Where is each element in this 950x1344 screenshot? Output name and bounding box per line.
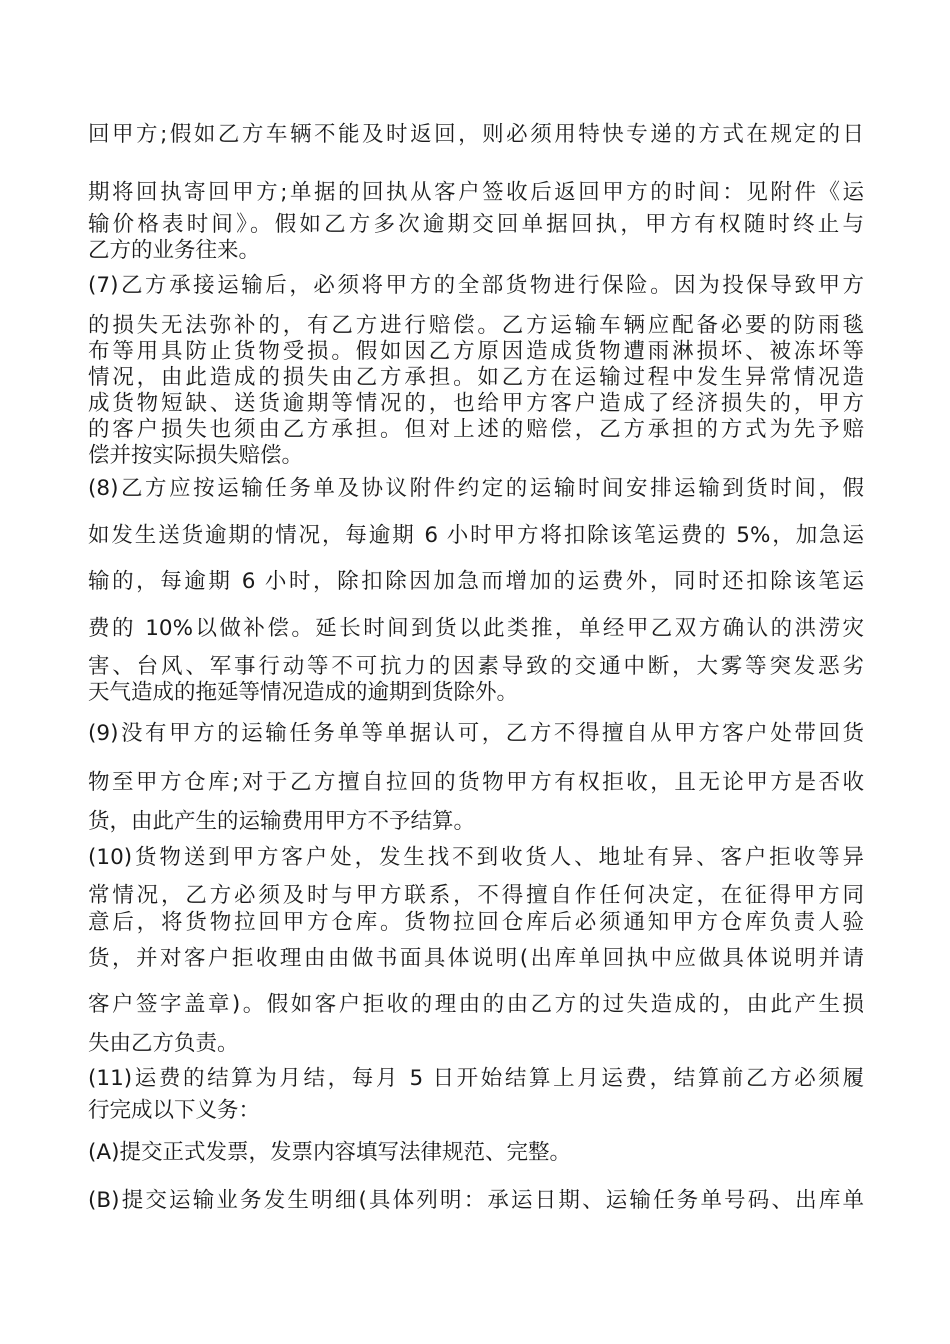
text-line: 偿并按实际损失赔偿。	[88, 443, 304, 468]
text-line: 期将回执寄回甲方;单据的回执从客户签收后返回甲方的时间：见附件《运	[88, 180, 864, 205]
text-line: 客户签字盖章)。假如客户拒收的理由的由乙方的过失造成的，由此产生损	[88, 992, 864, 1017]
text-line: 货，由此产生的运输费用甲方不予结算。	[88, 809, 476, 834]
text-line: (7)乙方承接运输后，必须将甲方的全部货物进行保险。因为投保导致甲方	[88, 273, 864, 298]
text-line: 的客户损失也须由乙方承担。但对上述的赔偿，乙方承担的方式为先予赔	[88, 417, 864, 442]
text-line: (8)乙方应按运输任务单及协议附件约定的运输时间安排运输到货时间，假	[88, 476, 864, 501]
text-line: 失由乙方负责。	[88, 1031, 239, 1056]
text-line: 天气造成的拖延等情况造成的逾期到货除外。	[88, 680, 519, 705]
text-line: (10)货物送到甲方客户处，发生找不到收货人、地址有异、客户拒收等异	[88, 845, 864, 870]
text-line: 布等用具防止货物受损。假如因乙方原因造成货物遭雨淋损坏、被冻坏等	[88, 339, 864, 364]
text-line: (A)提交正式发票，发票内容填写法律规范、完整。	[88, 1140, 571, 1165]
text-line: 输的，每逾期 6 小时，除扣除因加急而增加的运费外，同时还扣除该笔运	[88, 569, 864, 594]
text-line: (11)运费的结算为月结，每月 5 日开始结算上月运费，结算前乙方必须履	[88, 1066, 864, 1091]
text-line: 的损失无法弥补的，有乙方进行赔偿。乙方运输车辆应配备必要的防雨毯	[88, 313, 864, 338]
text-line: (B)提交运输业务发生明细(具体列明：承运日期、运输任务单号码、出库单	[88, 1188, 864, 1213]
text-line: (9)没有甲方的运输任务单等单据认可，乙方不得擅自从甲方客户处带回货	[88, 721, 864, 746]
text-line: 回甲方;假如乙方车辆不能及时返回，则必须用特快专递的方式在规定的日	[88, 122, 864, 147]
text-line: 害、台风、军事行动等不可抗力的因素导致的交通中断，大雾等突发恶劣	[88, 654, 864, 679]
text-line: 输价格表时间》。假如乙方多次逾期交回单据回执，甲方有权随时终止与	[88, 212, 864, 237]
text-line: 情况，由此造成的损失由乙方承担。如乙方在运输过程中发生异常情况造	[88, 365, 864, 390]
text-line: 费的 10%以做补偿。延长时间到货以此类推，单经甲乙双方确认的洪涝灾	[88, 616, 864, 641]
text-line: 成货物短缺、送货逾期等情况的，也给甲方客户造成了经济损失的，甲方	[88, 391, 864, 416]
text-line: 物至甲方仓库;对于乙方擅自拉回的货物甲方有权拒收，且无论甲方是否收	[88, 770, 864, 795]
text-line: 货，并对客户拒收理由由做书面具体说明(出库单回执中应做具体说明并请	[88, 946, 864, 971]
text-line: 意后，将货物拉回甲方仓库。货物拉回仓库后必须通知甲方仓库负责人验	[88, 910, 864, 935]
text-line: 常情况，乙方必须及时与甲方联系，不得擅自作任何决定，在征得甲方同	[88, 883, 864, 908]
text-line: 行完成以下义务：	[88, 1098, 261, 1123]
text-line: 乙方的业务往来。	[88, 238, 261, 263]
text-line: 如发生送货逾期的情况，每逾期 6 小时甲方将扣除该笔运费的 5%，加急运	[88, 523, 864, 548]
